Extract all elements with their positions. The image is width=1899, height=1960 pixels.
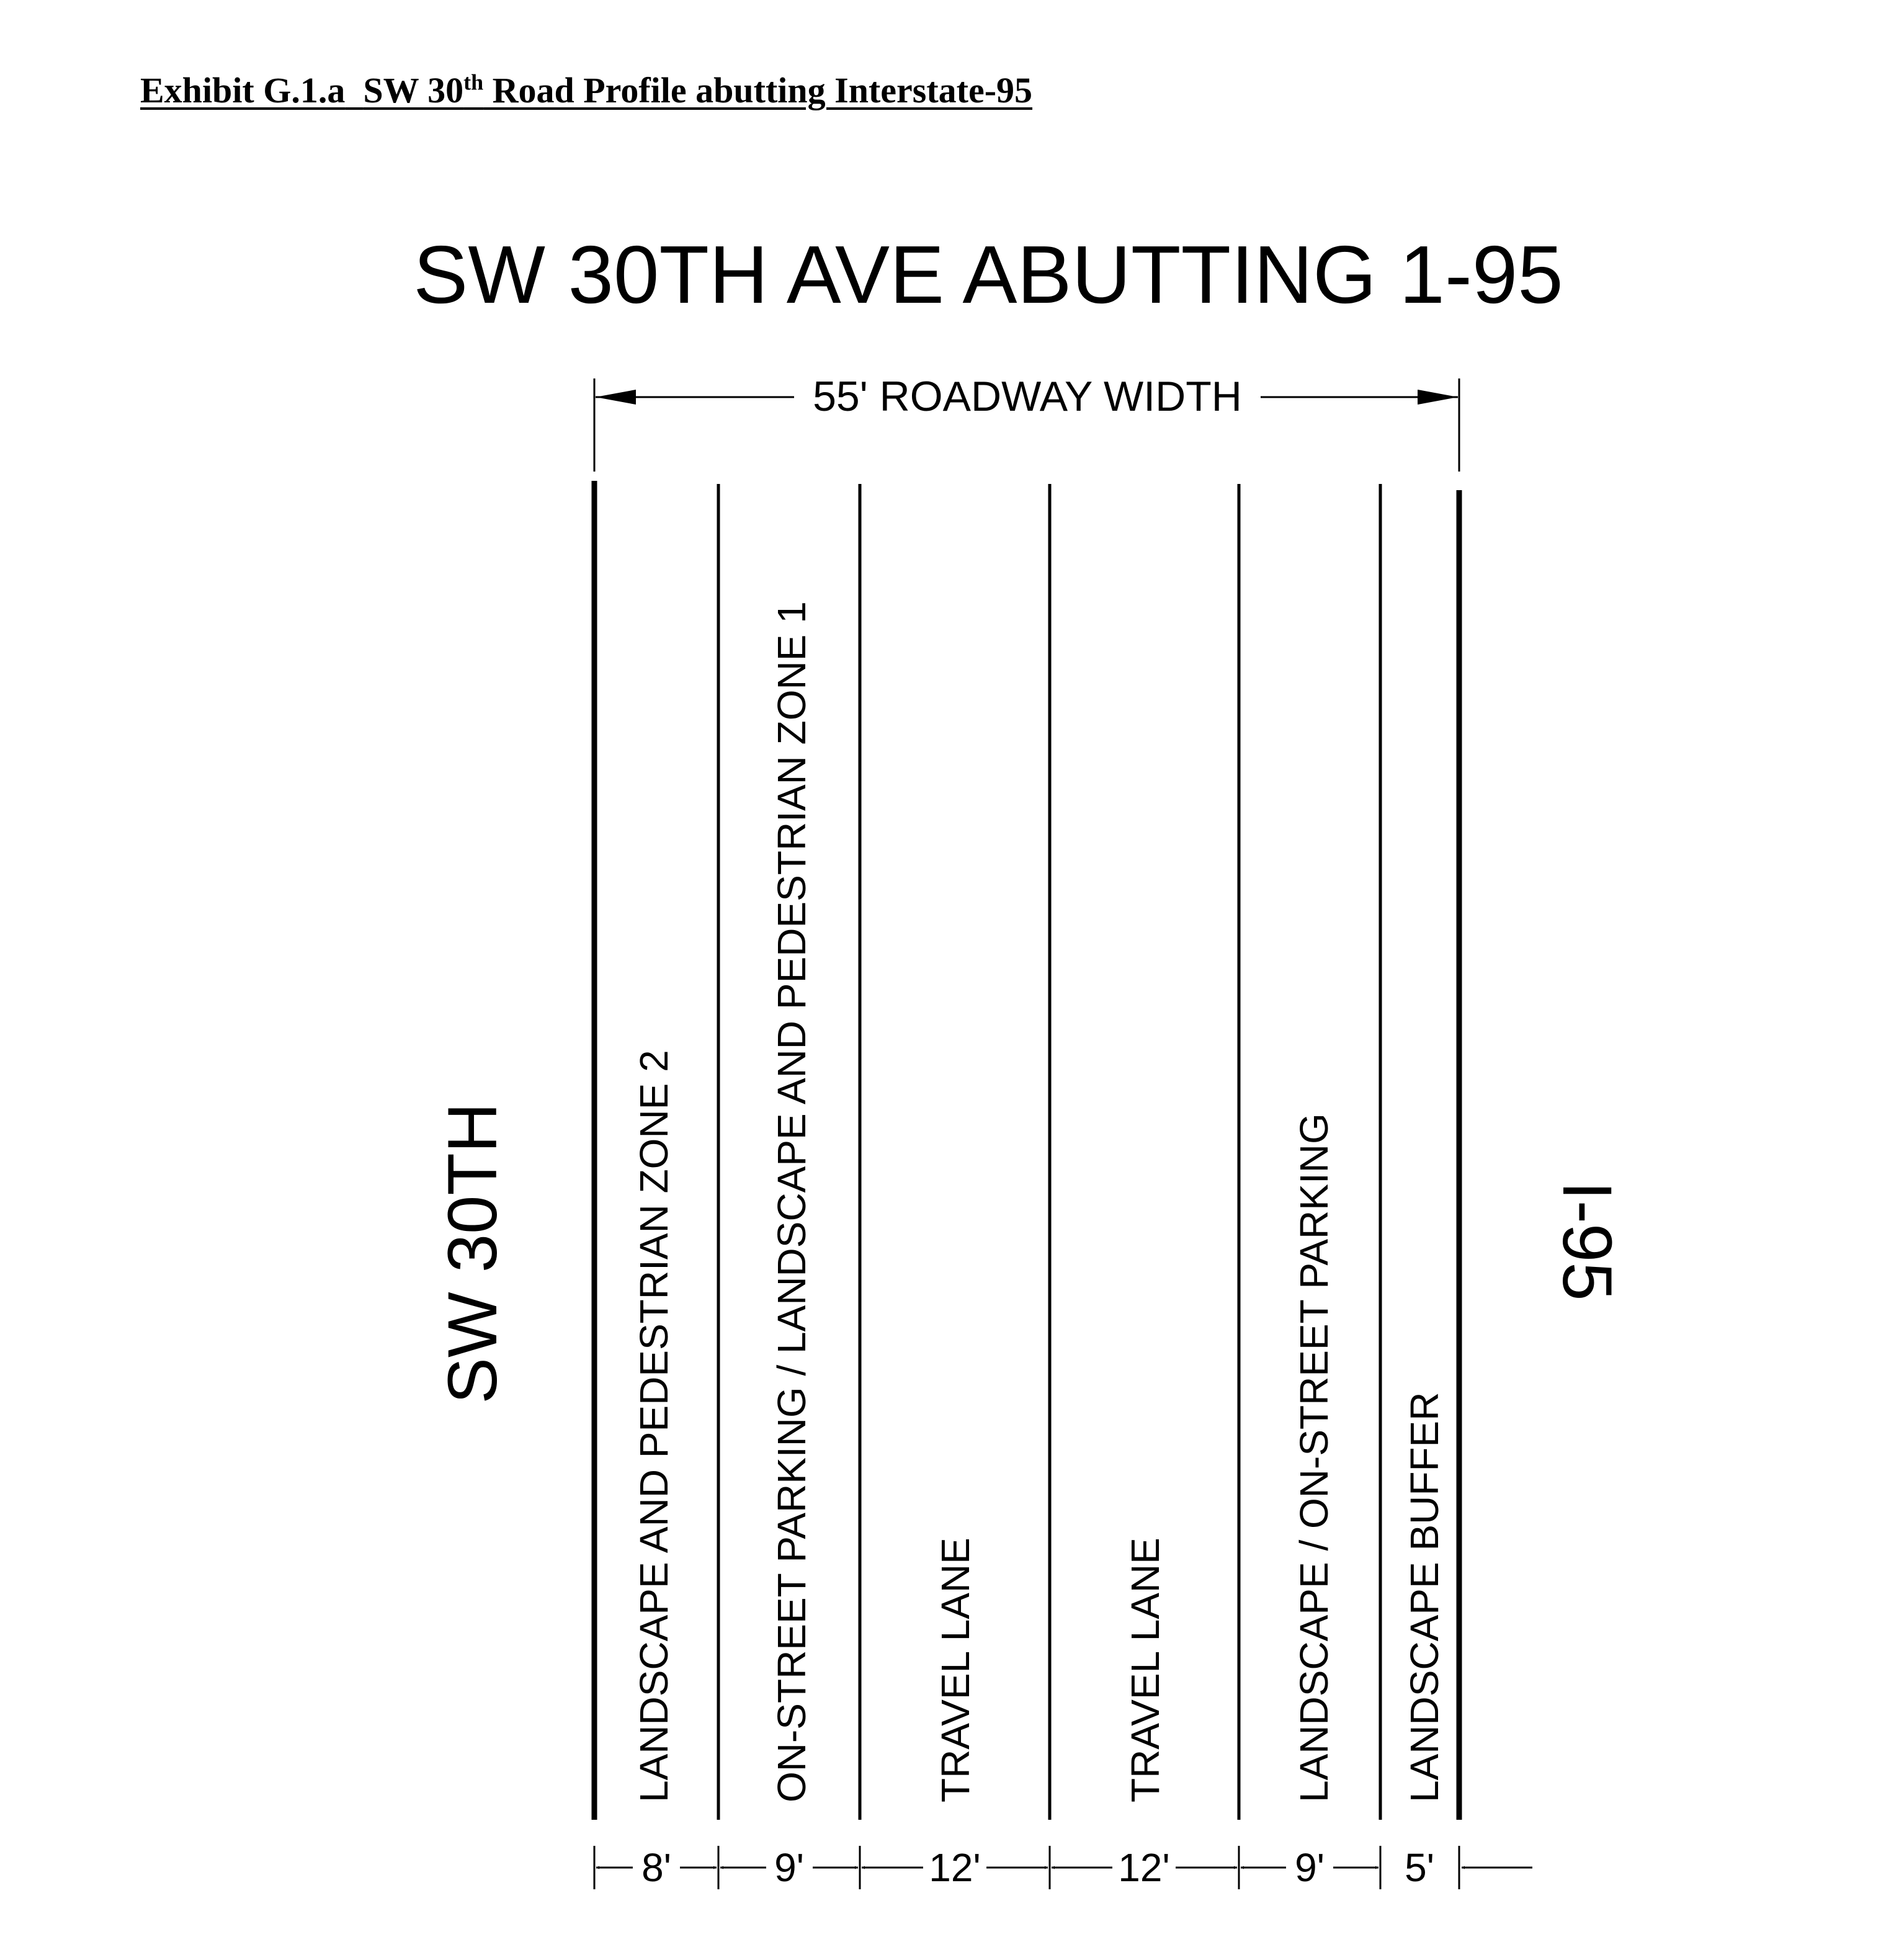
- zone-label-1: LANDSCAPE AND PEDESTRIAN ZONE 2: [632, 1050, 676, 1802]
- zone-width-4: 12': [1118, 1845, 1170, 1890]
- right-side-label: I-95: [1548, 1181, 1626, 1301]
- exhibit-road-suffix: th: [463, 69, 484, 95]
- roadway-width-dimension: [594, 373, 1459, 472]
- zone-width-6: 5': [1405, 1845, 1434, 1890]
- zone-label-3: TRAVEL LANE: [933, 1537, 978, 1802]
- exhibit-number: Exhibit G.1.a: [140, 70, 346, 110]
- zone-label-4: TRAVEL LANE: [1123, 1537, 1168, 1802]
- roadway-width-arrowhead-right: [1418, 390, 1458, 405]
- diagram-title: SW 30TH AVE ABUTTING 1-95: [413, 229, 1563, 320]
- left-side-label: SW 30TH: [434, 1103, 511, 1404]
- zone-width-3: 12': [929, 1845, 981, 1890]
- exhibit-title-rest: Road Profile abutting Interstate-95: [483, 70, 1033, 110]
- zone-width-2: 9': [774, 1845, 804, 1890]
- roadway-width-arrowhead-left: [596, 390, 636, 405]
- zone-width-5: 9': [1295, 1845, 1325, 1890]
- roadway-width-label: 55' ROADWAY WIDTH: [813, 373, 1242, 420]
- zone-label-2: ON-STREET PARKING / LANDSCAPE AND PEDESTRIAN ZONE 1: [769, 601, 814, 1802]
- zone-label-5: LANDSCAPE / ON-STREET PARKING: [1292, 1113, 1336, 1802]
- lane-width-dimensions: [594, 1846, 1532, 1889]
- exhibit-road-prefix: SW 30: [363, 70, 464, 110]
- zone-width-1: 8': [641, 1845, 671, 1890]
- zone-label-6: LANDSCAPE BUFFER: [1402, 1392, 1447, 1802]
